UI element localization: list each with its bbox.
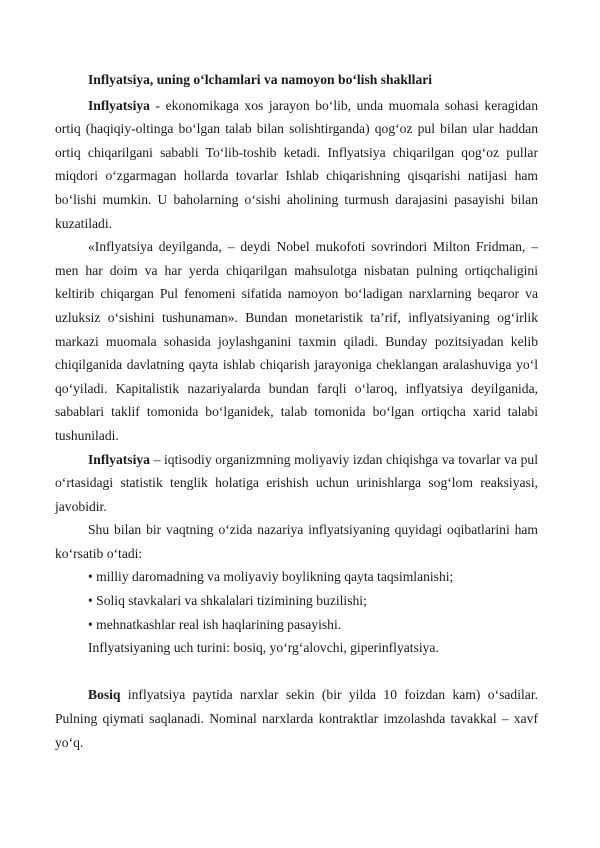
blank-line [88, 660, 538, 684]
paragraph-bosiq [55, 683, 538, 754]
paragraph-reaction-text: – iqtisodiy organizmning moliyaviy izdan chiqishga va tovarlar va pul o‘rtasidagi statistik tenglik holatiga erishish uchun urinishlarga sog‘lom reaksiyasi, javobidir. [55, 451, 538, 514]
paragraph-definition-text: - ekonomikaga xos jarayon bo‘lib, unda muomala sohasi keragidan ortiq (haqiqiy-oltinga bo‘lgan talab bilan solishtirganda) qog‘oz pul bilan ular haddan ortiq chiqarilgani sababli To‘lib-toshib ketadi. Inflyatsiya chiqarilgan qog‘oz pullar miqdori o‘zgarmagan hollarda tovarlar Ishlab chiqarishning qisqarishi natijasi ham bo‘lishi mumkin. U baholarning o‘sishi aholining turmush darajasini pasayishi bilan kuzatiladi. [55, 97, 538, 231]
paragraph-reaction [55, 448, 538, 519]
paragraph-consequences-intro: Shu bilan bir vaqtning o‘zida nazariya inflyatsiyaning quyidagi oqibatlarini ham ko‘rsatib o‘tadi: [55, 522, 538, 561]
paragraph-definition [55, 94, 538, 236]
bullet-item: • Soliq stavkalari va shkalalari tizimining buzilishi; [88, 593, 367, 609]
term-bosiq: Bosiq [88, 687, 121, 703]
paragraph-bosiq-text: inflyatsiya paytida narxlar sekin (bir yilda 10 foizdan kam) o‘sadilar. Pulning qiymati saqlanadi. Nominal narxlarda kontraktlar imzolashda tavakkal – xavf yo‘q. [55, 687, 538, 750]
bullet-item: • mehnatkashlar real ish haqlarining pasayishi. [88, 616, 342, 632]
paragraph-types: Inflyatsiyaning uch turini: bosiq, yo‘rg‘alovchi, giperinflyatsiya. [88, 640, 439, 656]
bullet-item: • milliy daromadning va moliyaviy boylikning qayta taqsimlanishi; [88, 569, 454, 585]
term-inflyatsiya-2: Inflyatsiya [88, 451, 150, 467]
term-inflyatsiya: Inflyatsiya [88, 97, 150, 113]
document-title: Inflyatsiya, uning o‘lchamlari va namoyon bo‘lish shakllari [88, 72, 433, 87]
paragraph-friedman-quote: «Inflyatsiya deyilganda, – deydi Nobel mukofoti sovrindori Milton Fridman, – men har doim va har yerda chiqarilgan mahsulotga nisbatan pulning ortiqchaligini keltirib chiqargan Pul fenomeni sifatida namoyon bo‘ladigan narxlarning beqaror va uzluksiz o‘sishini tushunaman». Bundan monetaristik ta’rif, inflyatsiyaning og‘irlik markazi muomala sohasida joylashganini taxmin qiladi. Bunday pozitsiyadan kelib chiqilganida davlatning qayta ishlab chiqarish jarayoniga cheklangan aralashuviga yo‘l qo‘yiladi. Kapitalistik nazariyalarda bundan farqli o‘laroq, inflyatsiya deyilganida, sabablari taklif tomonida bo‘lganidek, talab tomonida bo‘lgan ortiqcha xarid talabi tushuniladi. [55, 239, 538, 443]
